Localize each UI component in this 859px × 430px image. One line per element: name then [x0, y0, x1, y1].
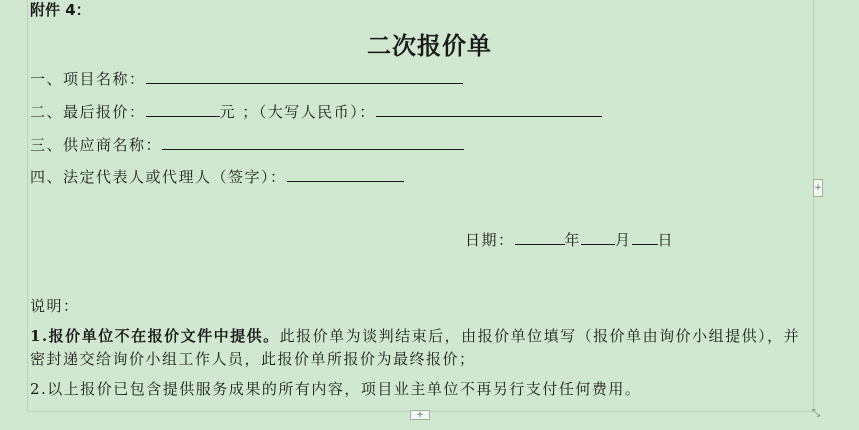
representative-label: 四、法定代表人或代理人（签字）： [30, 168, 287, 186]
signature-blank[interactable] [287, 167, 404, 182]
document-title: 二次报价单 [367, 32, 492, 60]
resize-icon[interactable]: ⤡ [812, 408, 820, 419]
month-label: 月 [615, 231, 632, 249]
yuan-unit: 元 ； [219, 103, 259, 121]
supplier-blank[interactable] [162, 135, 464, 150]
note-item-2: 2.以上报价已包含提供服务成果的所有内容，项目业主单位不再另行支付任何费用。 [30, 380, 642, 398]
uppercase-amount-blank[interactable] [376, 102, 602, 117]
page-edge-left [27, 0, 28, 412]
note-item-1-bold: 1.报价单位不在报价文件中提供。 [30, 327, 280, 345]
page-edge-right [813, 0, 814, 412]
attachment-label: 附件 4： [30, 1, 91, 19]
plus-icon[interactable]: + [410, 410, 430, 420]
project-name-label: 一、项目名称： [30, 70, 146, 88]
note-item-1 [30, 325, 810, 371]
supplier-row [30, 134, 464, 155]
day-label: 日 [657, 231, 675, 249]
month-blank[interactable] [581, 230, 615, 245]
project-name-row [30, 68, 463, 89]
project-name-blank[interactable] [146, 69, 463, 84]
date-row [465, 229, 674, 250]
year-label: 年 [564, 231, 582, 249]
final-quote-label: 二、最后报价： [30, 103, 146, 121]
final-quote-row [30, 101, 602, 122]
date-label: 日期： [465, 231, 515, 249]
final-quote-amount-blank[interactable] [146, 102, 220, 117]
uppercase-amount-label: （大写人民币）： [258, 103, 376, 121]
plus-icon[interactable]: + [813, 179, 823, 197]
day-blank[interactable] [632, 230, 658, 245]
year-blank[interactable] [515, 230, 565, 245]
supplier-label: 三、供应商名称： [30, 136, 163, 154]
notes-title: 说明： [30, 297, 80, 315]
representative-row [30, 166, 404, 187]
note-item-1-text: 此报价单为谈判结束后，由报价单位填写（报价单由询价小组提供），并密封递交给询价小组工作人员，此报价单所报价为最终报价； [30, 327, 801, 368]
